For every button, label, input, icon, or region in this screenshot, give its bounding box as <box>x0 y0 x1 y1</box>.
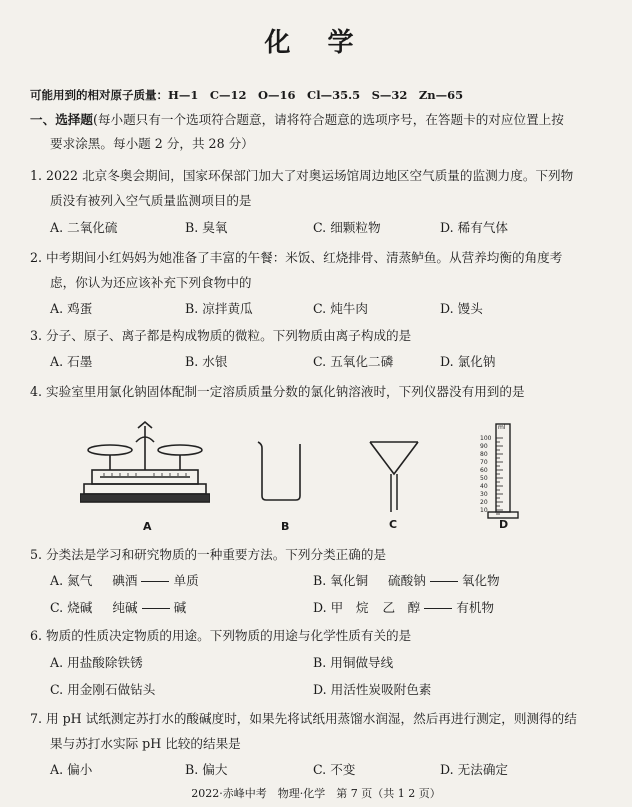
cylinder-tick-label: 60 <box>480 467 488 474</box>
q4-stem-line1: 4. 实验室里用氯化钠固体配制一定溶质质量分数的氯化钠溶液时，下列仪器没有用到的是 <box>30 384 525 399</box>
q3-stem-line1: 3. 分子、原子、离子都是构成物质的微粒。下列物质由离子构成的是 <box>30 328 412 343</box>
figure-label-b: B <box>281 520 290 533</box>
cylinder-tick-label: 40 <box>480 483 488 490</box>
q1-option-b: B. 臭氧 <box>185 220 228 235</box>
q3-option-a: A. 石墨 <box>50 354 93 369</box>
q2-option-a: A. 鸡蛋 <box>50 301 93 316</box>
balance-figure <box>80 418 210 510</box>
cylinder-tick-label: 50 <box>480 475 488 482</box>
page-footer: 2022·赤峰中考 物理·化学 第 7 页（共 1 2 页） <box>191 787 441 800</box>
cylinder-tick-label: 80 <box>480 451 488 458</box>
q2-stem-line2: 虑，你认为还应该补充下列食物中的 <box>50 275 252 290</box>
q5-option-c: C. 烧碱 纯碱 碱 <box>50 600 187 615</box>
figure-label-c: C <box>389 518 398 531</box>
section-instruction-line2: 要求涂黑。每小题 2 分，共 28 分） <box>50 136 254 151</box>
q7-option-c: C. 不变 <box>313 762 356 777</box>
q7-stem-line1: 7. 用 pH 试纸测定苏打水的酸碱度时，如果先将试纸用蒸馏水润湿，然后再进行测定，则测得的结 <box>30 711 577 726</box>
cylinder-tick-label: 20 <box>480 499 488 506</box>
q7-stem-line2: 果与苏打水实际 pH 比较的结果是 <box>50 736 241 751</box>
q2-stem-line1: 2. 中考期间小红妈妈为她准备了丰富的午餐：米饭、红烧排骨、清蒸鲈鱼。从营养均衡的角度考 <box>30 250 563 265</box>
section-heading: 一、选择题 <box>30 112 93 127</box>
cylinder-tick-label: 70 <box>480 459 488 466</box>
q5-stem-line1: 5. 分类法是学习和研究物质的一种重要方法。下列分类正确的是 <box>30 547 387 562</box>
graduated-cylinder-figure <box>470 420 520 520</box>
q3-option-d: D. 氯化钠 <box>440 354 496 369</box>
q3-option-b: B. 水银 <box>185 354 228 369</box>
q5-option-a: A. 氮气 碘酒 单质 <box>50 573 199 588</box>
q2-option-d: D. 馒头 <box>440 301 483 316</box>
beaker-figure <box>256 440 306 502</box>
figure-label-a: A <box>143 520 152 533</box>
q7-option-d: D. 无法确定 <box>440 762 509 777</box>
cylinder-tick-label: 10 <box>480 507 488 514</box>
q2-option-b: B. 凉拌黄瓜 <box>185 301 253 316</box>
q1-option-d: D. 稀有气体 <box>440 220 509 235</box>
q6-stem-line1: 6. 物质的性质决定物质的用途。下列物质的用途与化学性质有关的是 <box>30 628 412 643</box>
q2-option-c: C. 炖牛肉 <box>313 301 368 316</box>
q1-option-a: A. 二氧化硫 <box>50 220 118 235</box>
section-instruction-line1: 一、选择题(每小题只有一个选项符合题意，请将符合题意的选项序号，在答题卡的对应位置上按 <box>30 112 564 127</box>
q3-option-c: C. 五氧化二磷 <box>313 354 394 369</box>
q1-stem-line1: 1. 2022 北京冬奥会期间，国家环保部门加大了对奥运场馆周边地区空气质量的监测力度。下列物 <box>30 168 574 183</box>
page-title: 化 学 <box>264 28 368 58</box>
q7-option-a: A. 偏小 <box>50 762 93 777</box>
q1-option-c: C. 细颗粒物 <box>313 220 381 235</box>
funnel-figure <box>368 440 420 514</box>
atomic-masses: 可能用到的相对原子质量：H—1 C—12 O—16 Cl—35.5 S—32 Zn—65 <box>30 88 464 102</box>
cylinder-tick-label: 100 <box>480 435 492 442</box>
q5-option-b: B. 氧化铜 硫酸钠 氧化物 <box>313 573 500 588</box>
cylinder-tick-label: 30 <box>480 491 488 498</box>
cylinder-tick-label: ml <box>498 424 506 431</box>
cylinder-tick-label: 90 <box>480 443 488 450</box>
q7-option-b: B. 偏大 <box>185 762 228 777</box>
q6-option-b: B. 用铜做导线 <box>313 655 394 670</box>
q6-option-c: C. 用金刚石做钻头 <box>50 682 156 697</box>
q5-option-d: D. 甲 烷 乙 醇 有机物 <box>313 600 494 615</box>
q1-stem-line2: 质没有被列入空气质量监测项目的是 <box>50 193 252 208</box>
figure-label-d: D <box>499 518 509 531</box>
q6-option-d: D. 用活性炭吸附色素 <box>313 682 432 697</box>
q6-option-a: A. 用盐酸除铁锈 <box>50 655 143 670</box>
